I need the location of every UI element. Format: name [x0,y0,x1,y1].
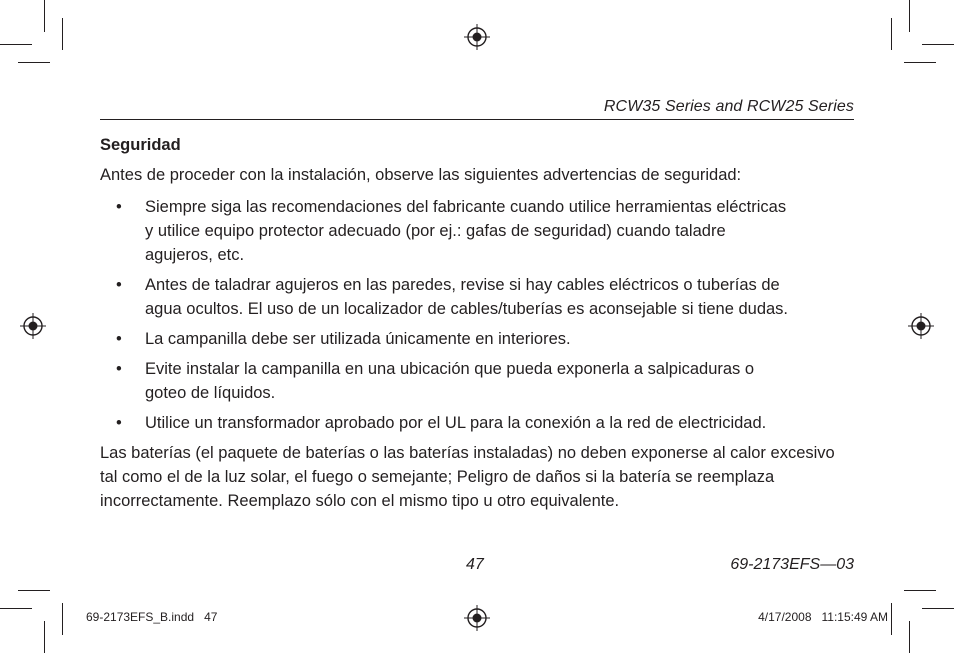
registration-mark-icon [908,313,934,339]
crop-mark [909,621,910,653]
document-number: 69-2173EFS—03 [730,556,854,573]
crop-mark [62,18,63,50]
list-item [100,273,795,321]
slug-file-info: 69-2173EFS_B.indd 47 [86,610,218,624]
registration-mark-icon [20,313,46,339]
crop-mark [909,0,910,32]
list-item [100,357,795,405]
list-item-text: La campanilla debe ser utilizada únicamente en interiores. [145,330,571,348]
crop-mark [922,608,954,609]
section-heading: Seguridad [100,136,181,154]
crop-mark [62,603,63,635]
list-item [100,327,795,351]
crop-mark [44,621,45,653]
registration-mark-icon [464,605,490,631]
safety-list [100,195,860,435]
crop-mark [891,603,892,635]
bullet-icon: • [116,276,122,294]
crop-mark [922,44,954,45]
list-item [100,411,795,435]
crop-mark [18,590,50,591]
running-header: RCW35 Series and RCW25 Series [603,98,854,115]
list-item-text: Evite instalar la campanilla en una ubicación que pueda exponerla a salpicaduras o goteo de líquidos. [145,360,755,402]
list-item-text: Antes de taladrar agujeros en las paredes, revise si hay cables eléctricos o tuberías de agua ocultos. El uso de un localizador de cables/tuberías es aconsejable si tiene dudas. [145,276,789,318]
registration-mark-icon [464,24,490,50]
battery-warning-paragraph: Las baterías (el paquete de baterías o las baterías instaladas) no deben exponerse al calor excesivo tal como el de la luz solar, el fuego o semejante; Peligro de daños si la batería se reemplaza incorrectamente. Reemplazo sólo con el mismo tipo u otro equivalente. [100,444,835,510]
bullet-icon: • [116,198,122,216]
list-item-text: Siempre siga las recomendaciones del fabricante cuando utilice herramientas eléctricas y utilice equipo protector adecuado (por ej.: gafas de seguridad) cuando taladre agujeros, etc. [145,198,787,264]
crop-mark [904,590,936,591]
crop-mark [0,608,32,609]
crop-mark [0,44,32,45]
intro-paragraph: Antes de proceder con la instalación, observe las siguientes advertencias de seguridad: [100,166,742,184]
crop-mark [44,0,45,32]
list-item [100,195,795,267]
bullet-icon: • [116,360,122,378]
crop-mark [18,62,50,63]
page-content [100,133,860,513]
header-rule [100,119,854,120]
crop-mark [904,62,936,63]
page-number: 47 [466,556,484,573]
bullet-icon: • [116,414,122,432]
list-item-text: Utilice un transformador aprobado por el UL para la conexión a la red de electricidad. [145,414,767,432]
slug-timestamp: 4/17/2008 11:15:49 AM [758,610,888,624]
crop-mark [891,18,892,50]
bullet-icon: • [116,330,122,348]
